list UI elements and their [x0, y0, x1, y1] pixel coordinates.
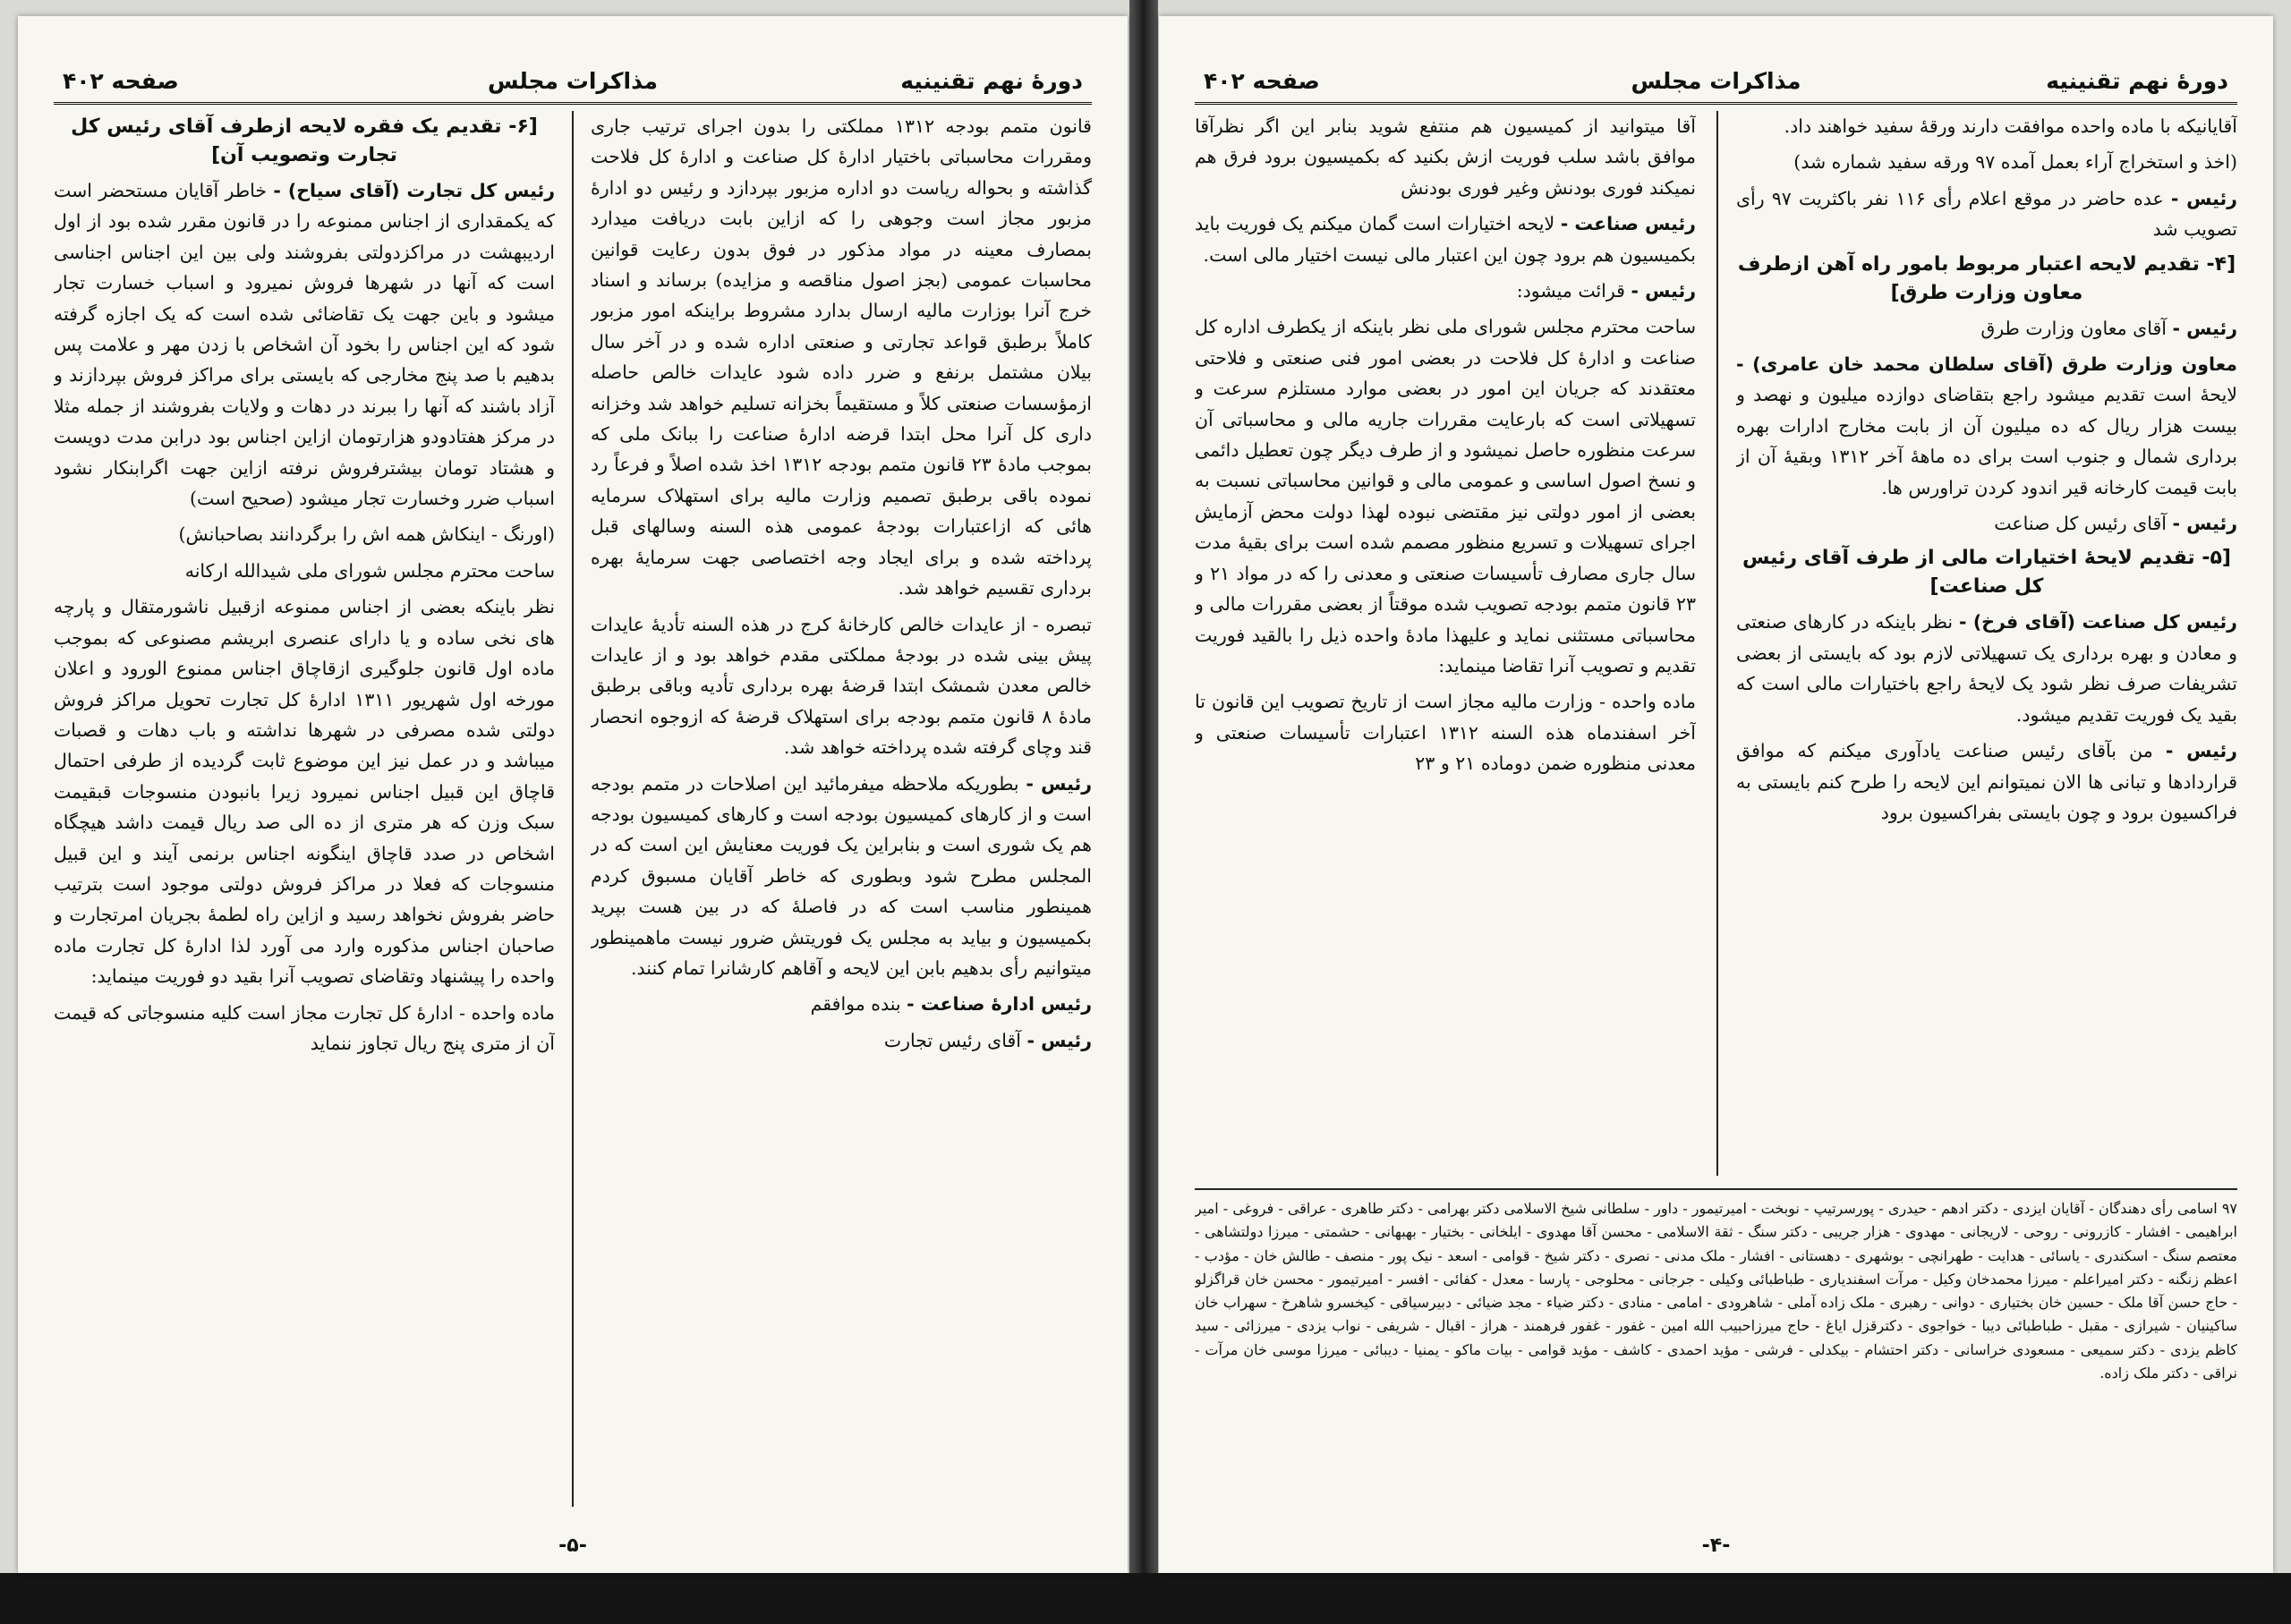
paragraph [1195, 686, 1696, 778]
header-title: مذاکرات مجلس [1631, 68, 1801, 94]
header-rule [1195, 102, 2237, 105]
section-heading: [۶- تقدیم یک فقره لایحه ازطرف آقای رئیس کل تجارت وتصویب آن] [71, 115, 538, 166]
page-header [1195, 63, 2237, 100]
paragraph [54, 998, 555, 1059]
header-session: دورهٔ نهم تقنینیه [2046, 68, 2228, 94]
header-rule [54, 102, 1092, 105]
speech-paragraph [54, 175, 555, 514]
speaker-label: رئیس صناعت - [1560, 213, 1696, 235]
column-divider [572, 111, 574, 1507]
speaker-label: رئیس - [2165, 740, 2237, 762]
page-number: -۵- [558, 1535, 587, 1557]
speech-paragraph [591, 769, 1092, 984]
speaker-label: رئیس - [1026, 772, 1092, 795]
header-page-label: صفحه ۴۰۲ [63, 68, 179, 94]
paragraph-text: نظر باینکه در کارهای صنعتی و معادن و بهره برداری یک تسهیلاتی لازم بود که بایستی از بعضی تشریفات صرف نظر شود یک لایحهٔ راجع باختیارات مالی است که بقید یک فوریت تقدیم میشود. [1736, 611, 2237, 726]
speech-paragraph [1736, 508, 2237, 539]
speaker-label: رئیس - [2172, 513, 2237, 535]
page-number: -۴- [1701, 1535, 1731, 1557]
paragraph-text: (اورنگ - اینکاش همه اش را برگردانند بصاحبانش) [178, 523, 555, 546]
paragraph-text: من بآقای رئیس صناعت یادآوری میکنم که موافق قراردادها و تبانی ها الان نمیتوانم این لایحه را طرح کنم بایستی به فراکسیون برود و چون بایستی بفراکسیون برود [1736, 740, 2237, 823]
paragraph-text: قرائت میشود: [1516, 280, 1625, 302]
paragraph-text: عده حاضر در موقع اعلام رأی ۱۱۶ نفر باکثریت ۹۷ رأی تصویب شد [1736, 187, 2237, 241]
header-title: مذاکرات مجلس [487, 68, 658, 94]
paragraph-text: لایحهٔ است تقدیم میشود راجع بتقاضای دوازده میلیون و نهصد و بیست هزار ریال که ده میلیون آن از بابت مخارج ادارات بهره برداری شمال و جنوب است برای ده ماههٔ آخر ۱۳۱۲ وبقیهٔ آن از بابت قیمت کارخانه قیر اندود کردن تراورس ها. [1736, 384, 2237, 498]
header-session: دورهٔ نهم تقنینیه [900, 68, 1083, 94]
text-column-right [591, 111, 1092, 1507]
paragraph-text: ساحت محترم مجلس شورای ملی شیدالله ارکانه [184, 559, 555, 582]
paragraph-text: لایحه اختیارات است گمان میکنم یک فوریت باید بکمیسیون هم برود چون این اعتبار مالی نیست اختیار مالی است. [1195, 213, 1696, 266]
speech-paragraph [591, 989, 1092, 1019]
text-column-left [1195, 111, 1696, 1176]
paragraph-text: ماده واحده - وزارت مالیه مجاز است از تاریخ تصویب این قانون تا آخر اسفندماه هذه السنه ۱۳۱۲ اعتبارات تأسیسات صنعتی و معدنی منظوره ضمن دوماده ۲۱ و ۲۳ [1195, 691, 1696, 775]
paragraph [591, 609, 1092, 763]
speech-paragraph [1736, 183, 2237, 245]
column-divider [1716, 111, 1718, 1176]
speech-paragraph [1736, 607, 2237, 730]
book-gutter [1129, 0, 1158, 1624]
speech-paragraph [591, 1025, 1092, 1056]
speaker-label: رئیس - [2172, 317, 2237, 339]
paragraph-text: آقای رئیس تجارت [883, 1029, 1021, 1051]
paragraph [1736, 111, 2237, 141]
paragraph-text: آقای رئیس کل صناعت [1994, 513, 2167, 535]
speaker-label: معاون وزارت طرق (آقای سلطان محمد خان عامری) - [1736, 353, 2237, 376]
paragraph [54, 591, 555, 991]
paragraph-text: آقای معاون وزارت طرق [1980, 317, 2167, 339]
paragraph-text: آقا میتوانید از کمیسیون هم منتفع شوید بنابر این اگر نظرآقا موافق باشد سلب فوریت ازش بکنید که بکمیسیون برود فرق هم نمیکند فوری بودنش وغیر فوری بودنش [1195, 115, 1696, 199]
speaker-label: رئیس ادارهٔ صناعت - [907, 993, 1092, 1016]
speaker-label: رئیس - [1026, 1029, 1092, 1051]
text-column-left [54, 111, 555, 1507]
speech-paragraph [1736, 735, 2237, 828]
paragraph [1195, 311, 1696, 681]
paragraph-text: (اخذ و استخراج آراء بعمل آمده ۹۷ ورقه سفید شماره شد) [1793, 151, 2237, 174]
section-heading: [۵- تقدیم لایحهٔ اختیارات مالی از طرف آقای رئیس کل صناعت] [1742, 547, 2231, 599]
paragraph [591, 111, 1092, 604]
paragraph [1195, 111, 1696, 203]
speaker-label: رئیس - [1631, 280, 1696, 302]
text-column-right [1736, 111, 2237, 1176]
page-right [1159, 16, 2273, 1573]
paragraph [54, 556, 555, 586]
speech-paragraph [1736, 313, 2237, 344]
paragraph-text: خاطر آقایان مستحضر است که یکمقداری از اجناس ممنوعه را در قانون مقرر شده بود از اول اردیبهشت در مراکزدولتی بفروشند ولی بین این اجناس اجناسی است که آنها در شهرها فروش نمیرود و اسباب خسارت تجار میشود و باین جهت یک تقاضائی شده است که یک اجازه گرفته شود که این اجناس را بخود آن اشخاص با زدن مهر و علامت پس بدهیم با صد پنج مخارجی که بایستی برای مراکز فروش بپردازند و آزاد باشند که آنها را ببرند در دهات و ولایات بفروشند از جمله مثلا در مرکز هفتادودو هزارتومان ازاین اجناس بود درابن مدت دویست و هشتاد تومان بیشترفروش نرفته ازاین جهت اگرابنکار نشود اسباب ضرر وخسارت تجار میشود (صحیح است) [54, 180, 555, 510]
speech-paragraph [1195, 276, 1696, 306]
page-left [18, 16, 1128, 1573]
speaker-label: رئیس - [2170, 187, 2237, 209]
paragraph-text: بطوریکه ملاحظه میفرمائید این اصلاحات در متمم بودجه است و از کارهای کمیسیون بودجه است و کارهای کمیسیون بودجه هم یک شوری است و بنابراین یک فوریت معنایش این است که در المجلس مطرح شود وبطوری که خاطر آقایان مسبوق کردم همینطور مناسب است که در فاصلهٔ که در بین هست بپرید بکمیسیون و بیاید به مجلس یک فوریتش ضرور نیست ماهمینطور میتوانیم رأی بدهیم بابن این لایحه و آقاهم کارشانرا تمام کنند. [591, 772, 1092, 979]
paragraph-text: ساحت محترم مجلس شورای ملی نظر باینکه از یکطرف اداره کل صناعت و ادارهٔ کل فلاحت در بعضی امور فنی صنعتی و فلاحتی معتقدند که جریان این امور در بعضی موارد مستلزم سرعت و تسهیلاتی است که بارعایت مقررات جاریه مالی و محاسباتی آن سرعت منظوره حاصل نمیشود و از طرف دیگر چون تعطیل دائمی و نسخ اصول اساسی و عمومی مالی و قوانین محاسباتی نسبت به بعضی از امور دولتی نیز مقتضی نبوده لهذا دولت محض آزمایش اجرای تسهیلات و تسریع منظور مصمم شده است برای بقیهٔ مدت سال جاری مصارف تأسیسات صنعتی و معدنی را که در مواد ۲۱ و ۲۳ قانون متمم بودجه تصویب شده موقتاً از بعضی مقررات مالی و محاسباتی مستثنی نماید و علیهذا مادهٔ واحده ذیل را بالقید فوریت تقدیم و تصویب آنرا تقاضا مینماید: [1195, 316, 1696, 676]
speaker-label: رئیس کل تجارت (آقای سیاح) - [273, 180, 555, 201]
scan-bottom-edge [0, 1573, 2291, 1624]
paragraph-text: ماده واحده - ادارهٔ کل تجارت مجاز است کلیه منسوجاتی که قیمت آن از متری پنج ریال تجاوز ننماید [54, 1001, 555, 1054]
section-heading: [۴- تقدیم لایحه اعتبار مربوط بامور راه آهن ازطرف معاون وزارت طرق] [1737, 252, 2236, 304]
speaker-label: رئیس کل صناعت (آقای فرخ) - [1958, 611, 2237, 633]
paragraph [54, 519, 555, 549]
header-page-label: صفحه ۴۰۲ [1204, 68, 1320, 94]
paragraph-text: آقایانیکه با ماده واحده موافقت دارند ورقهٔ سفید خواهند داد. [1784, 115, 2237, 137]
paragraph-text: قانون متمم بودجه ۱۳۱۲ مملکتی را بدون اجرای ترتیب جاری ومقررات محاسباتی باختیار ادارهٔ کل صناعت و ادارهٔ کل فلاحت گذاشته و بحواله ریاست دو اداره مزبور بپردازد و رئیس دو ادارهٔ مزبور مجاز است وجوهی را که ازاین بابت دریافت میدارد بمصارف معینه در مواد مذکور در فوق بدون رعایت قوانین محاسبات عمومی (بجز اصول مناقصه و مزایده) برساند و اسناد خرج آنرا بوزارت مالیه ارسال بدارد مشروط براینکه امور مزبور کاملاً برطبق قواعد تجارتی و صنعتی اداره شده و در آخر سال بیلان مشتمل برنفع و ضرر داده شود عایدات خالص حاصله ازمؤسسات صنعتی کلاً و مستقیماً بخزانه تسلیم خواهد شد وخزانه داری کل آنرا محل ابتدا قرضه ادارهٔ صناعت را ببانک ملی که بموجب مادهٔ ۲۳ قانون متمم بودجه ۱۳۱۲ اخذ شده اصلاً و فرعاً رد نموده باقی برطبق تصمیم وزارت مالیه برای استهلاک سرمایه هائی که ازاعتبارات بودجهٔ عمومی هذه السنه وسالهای قبل پرداخته شده و برای ایجاد وجه اختصاصی جهت سرمایهٔ بهره برداری تقسیم خواهد شد. [591, 115, 1092, 599]
footnote-rule [1195, 1188, 2237, 1190]
page-header [54, 63, 1092, 100]
paragraph-text: تبصره - از عایدات خالص کارخانهٔ کرج در هذه السنه تأدیهٔ عایدات پیش بینی شده در بودجهٔ مملکتی مقدم خواهد بود و از عایدات خالص معدن شمشک ابتدا قرضهٔ بهره برداری تأدیه وباقی برطبق مادهٔ ۸ قانون متمم بودجه برای استهلاک قرضهٔ که ازوجوه انحصار قند وچای گرفته شده پرداخته خواهد شد. [591, 613, 1092, 759]
speech-paragraph [1195, 208, 1696, 270]
paragraph [1736, 147, 2237, 177]
paragraph-text: بنده موافقم [810, 993, 901, 1016]
paragraph-text: نظر باینکه بعضی از اجناس ممنوعه ازقبیل ناشورمتقال و پارچه های نخی ساده و یا دارای عنصری ابریشم مصنوعی که بموجب ماده اول قانون جلوگیری ازقاچاق اجناس ممنوع الورود و اعلان مورخه اول شهریور ۱۳۱۱ ادارهٔ کل تجارت تحویل مراکز فروش دولتی شده مصرفی در شهرها نداشته و باب دهات و قصبات میباشد و در عمل نیز این موضوع ثابت گردیده از طرفی احتمال قاچاق این قبیل اجناس نمیرود زیرا بانبودن منسوجات قبقیمت سبک وزن که هر متری از ده الی صد ریال قیمت داشد هیچگاه اشخاص در صدد قاچاق اینگونه اجناس برنمی آیند و این قبیل منسوجات که فعلا در مراکز فروش دولتی موجود است بترتیب حاضر بفروش نخواهد رسید و ازاین راه لطمهٔ بجریان امرتجارت و صاحبان اجناس مذکوره وارد می آورد لذا ادارهٔ کل تجارت ماده واحده را پیشنهاد وتقاضای تصویب آنرا بقید دو فوریت مینماید: [54, 596, 555, 988]
footnote-voters-list: ۹۷ اسامی رأی دهندگان - آقایان ایزدی - دکتر ادهم - حیدری - پورسرتیپ - نوبخت - امیرتیمور - داور - سلطانی شیخ الاسلامی دکتر بهرامی - دکتر طاهری - عراقی - فروغی - امیر ابراهیمی - افشار - کازرونی - روحی - لاریجانی - مهدوی - هزار جریبی - دکتر سنگ - ثقة الاسلامی - محسن آقا مهدوی - ایلخانی - بختیار - بهبهانی - حشمتی - میرزا دولتشاهی - معتصم سنگ - اسکندری - یاسائی - هدایت - طهرانچی - بوشهری - دهستانی - افشار - ملک مدنی - نصری - دکتر شیخ - قوامی - اسعد - نیک پور - منصف - طالش خان - مؤدب - اعظم زنگنه - دکتر امیراعلم - میرزا محمدخان وکیل - مرآت اسفندیاری - طباطبائی وکیلی - جرجانی - محلوجی - پارسا - معدل - کفائی - افسر - امیرتیمور - محسن خان قراگزلو - حاج حسن آقا ملک - حسین خان بختیاری - دوانی - رهبری - ملک زاده آملی - شاهرودی - امامی - منادی - دکتر ضیاء - مجد ضیائی - دبیرسیاقی - کیخسرو شاهرخ - سهراب خان ساکینیان - شیرازی - مقبل - طباطبائی دیبا - خواجوی - دکترقزل ایاغ - حاج میرزاحبیب الله امین - غفور - غفور فرهمند - هراز - اقبال - شریفی - نواب یزدی - میرزائی - سید کاظم یزدی - دکتر سمیعی - مسعودی خراسانی - دکتر احتشام - بیکدلی - فرشی - مؤید احمدی - کاشف - مؤید قوامی - بیات ماکو - یمنیا - دیبائی - میرزا موسی خان مرآت - نراقی - دکتر ملک زاده. [1195, 1200, 2237, 1382]
speech-paragraph [1736, 349, 2237, 503]
